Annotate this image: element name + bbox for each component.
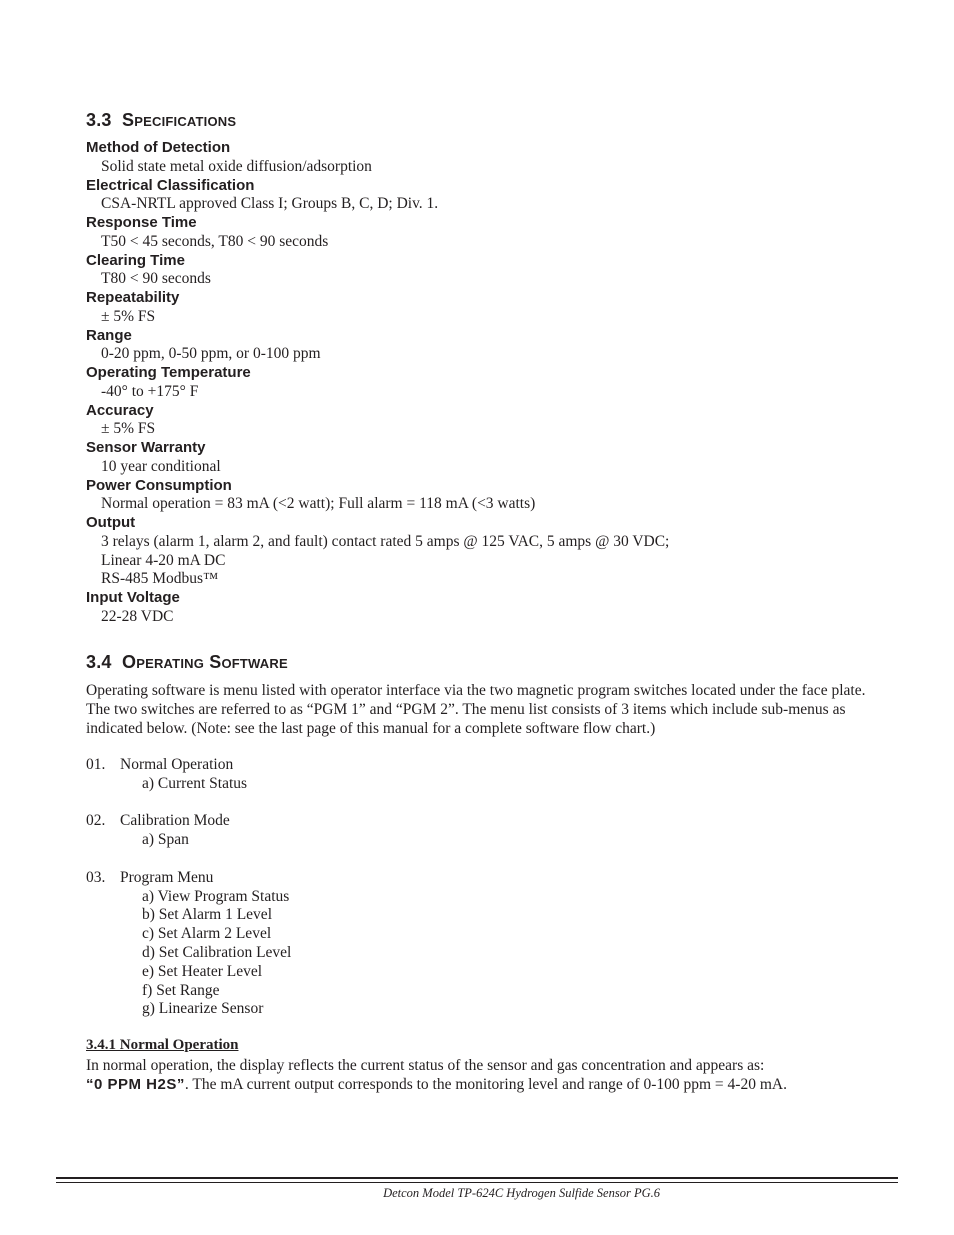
menu-item-heading — [86, 812, 586, 831]
spec-value: 10 year conditional — [101, 457, 221, 475]
spec-label: Output — [86, 514, 136, 531]
section-3-4-number: 3.4 — [86, 652, 112, 672]
spec-label: Power Consumption — [86, 476, 232, 494]
menu-item — [86, 869, 586, 1019]
specifications-list — [86, 139, 886, 627]
menu-item-number: 02. — [86, 812, 106, 830]
section-3-4-title: Operating Software — [122, 652, 288, 672]
menu-sub-item: e) Set Heater Level — [142, 962, 263, 980]
spec-value: 0-20 ppm, 0-50 ppm, or 0-100 ppm — [101, 345, 321, 363]
menu-item — [86, 812, 586, 850]
spec-label: Method of Detection — [86, 139, 231, 156]
menu-item-heading — [86, 869, 586, 888]
menu-sub-item: a) View Program Status — [142, 887, 290, 905]
spec-label: Repeatability — [86, 289, 180, 306]
menu-sub-item: f) Set Range — [142, 981, 220, 999]
spec-label: Response Time — [86, 214, 197, 231]
spec-value: RS-485 Modbus™ — [101, 570, 219, 588]
display-example: “0 PPM H2S” — [86, 1076, 185, 1093]
spec-value: -40° to +175° F — [101, 382, 199, 400]
normal-operation-text-after: . The mA current output corresponds to the monitoring level and range of 0-100 ppm = 4-20 mA. — [184, 1076, 787, 1093]
software-menu-list — [86, 756, 586, 1038]
normal-operation-text: In normal operation, the display reflects the current status of the sensor and gas concentration and appears as: — [86, 1057, 765, 1074]
spec-value: T80 < 90 seconds — [101, 270, 211, 288]
section-3-3-title: Specifications — [122, 110, 237, 130]
menu-sub-item: d) Set Calibration Level — [142, 943, 292, 961]
menu-sub-item: g) Linearize Sensor — [142, 1000, 264, 1018]
spec-value: CSA-NRTL approved Class I; Groups B, C, D; Div. 1. — [101, 195, 439, 213]
menu-sub-item: c) Set Alarm 2 Level — [142, 925, 272, 943]
menu-sub-item: a) Current Status — [142, 774, 248, 792]
spec-value: Normal operation = 83 mA (<2 watt); Full alarm = 118 mA (<3 watts) — [101, 495, 536, 513]
menu-item-title: Calibration Mode — [120, 812, 230, 830]
spec-label: Accuracy — [86, 401, 154, 419]
menu-sub-item: a) Span — [142, 831, 189, 849]
spec-label: Electrical Classification — [86, 176, 255, 194]
menu-item-heading — [86, 756, 586, 775]
section-3-4-1-heading: 3.4.1 Normal Operation — [86, 1037, 239, 1053]
menu-item-title: Normal Operation — [120, 756, 234, 773]
operating-software-intro: Operating software is menu listed with operator interface via the two magnetic program switches located under the face plate. The two switches are referred to as “PGM 1” and “PGM 2”. The menu list consists of 3 items which include sub-menus as indicated below. (Note: see the last page of this manual for a complete software flow chart.) — [86, 682, 866, 737]
spec-value: Solid state metal oxide diffusion/adsorption — [101, 157, 372, 175]
spec-value: ± 5% FS — [101, 420, 156, 438]
section-3-3-number: 3.3 — [86, 110, 112, 130]
spec-value: ± 5% FS — [101, 307, 156, 325]
menu-sub-item: b) Set Alarm 1 Level — [142, 906, 272, 924]
spec-label: Operating Temperature — [86, 364, 251, 381]
normal-operation-paragraph — [86, 1056, 886, 1094]
footer-rule-thick — [56, 1177, 898, 1179]
spec-label: Sensor Warranty — [86, 439, 206, 456]
spec-value: Linear 4-20 mA DC — [101, 551, 226, 569]
menu-item — [86, 756, 586, 794]
spec-value: 3 relays (alarm 1, alarm 2, and fault) contact rated 5 amps @ 125 VAC, 5 amps @ 30 VDC; — [101, 532, 670, 550]
section-3-4-heading — [86, 652, 288, 673]
menu-item-number: 01. — [86, 756, 106, 773]
menu-item-title: Program Menu — [120, 868, 214, 886]
menu-item-number: 03. — [86, 868, 106, 886]
section-3-3-heading — [86, 110, 236, 131]
spec-value: 22-28 VDC — [101, 607, 174, 625]
page-footer: Detcon Model TP-624C Hydrogen Sulfide Sensor PG.6 — [383, 1186, 660, 1200]
footer-rule-thin — [56, 1182, 898, 1183]
spec-value: T50 < 45 seconds, T80 < 90 seconds — [101, 232, 329, 250]
spec-label: Range — [86, 326, 132, 344]
spec-label: Clearing Time — [86, 251, 185, 269]
spec-label: Input Voltage — [86, 589, 180, 606]
